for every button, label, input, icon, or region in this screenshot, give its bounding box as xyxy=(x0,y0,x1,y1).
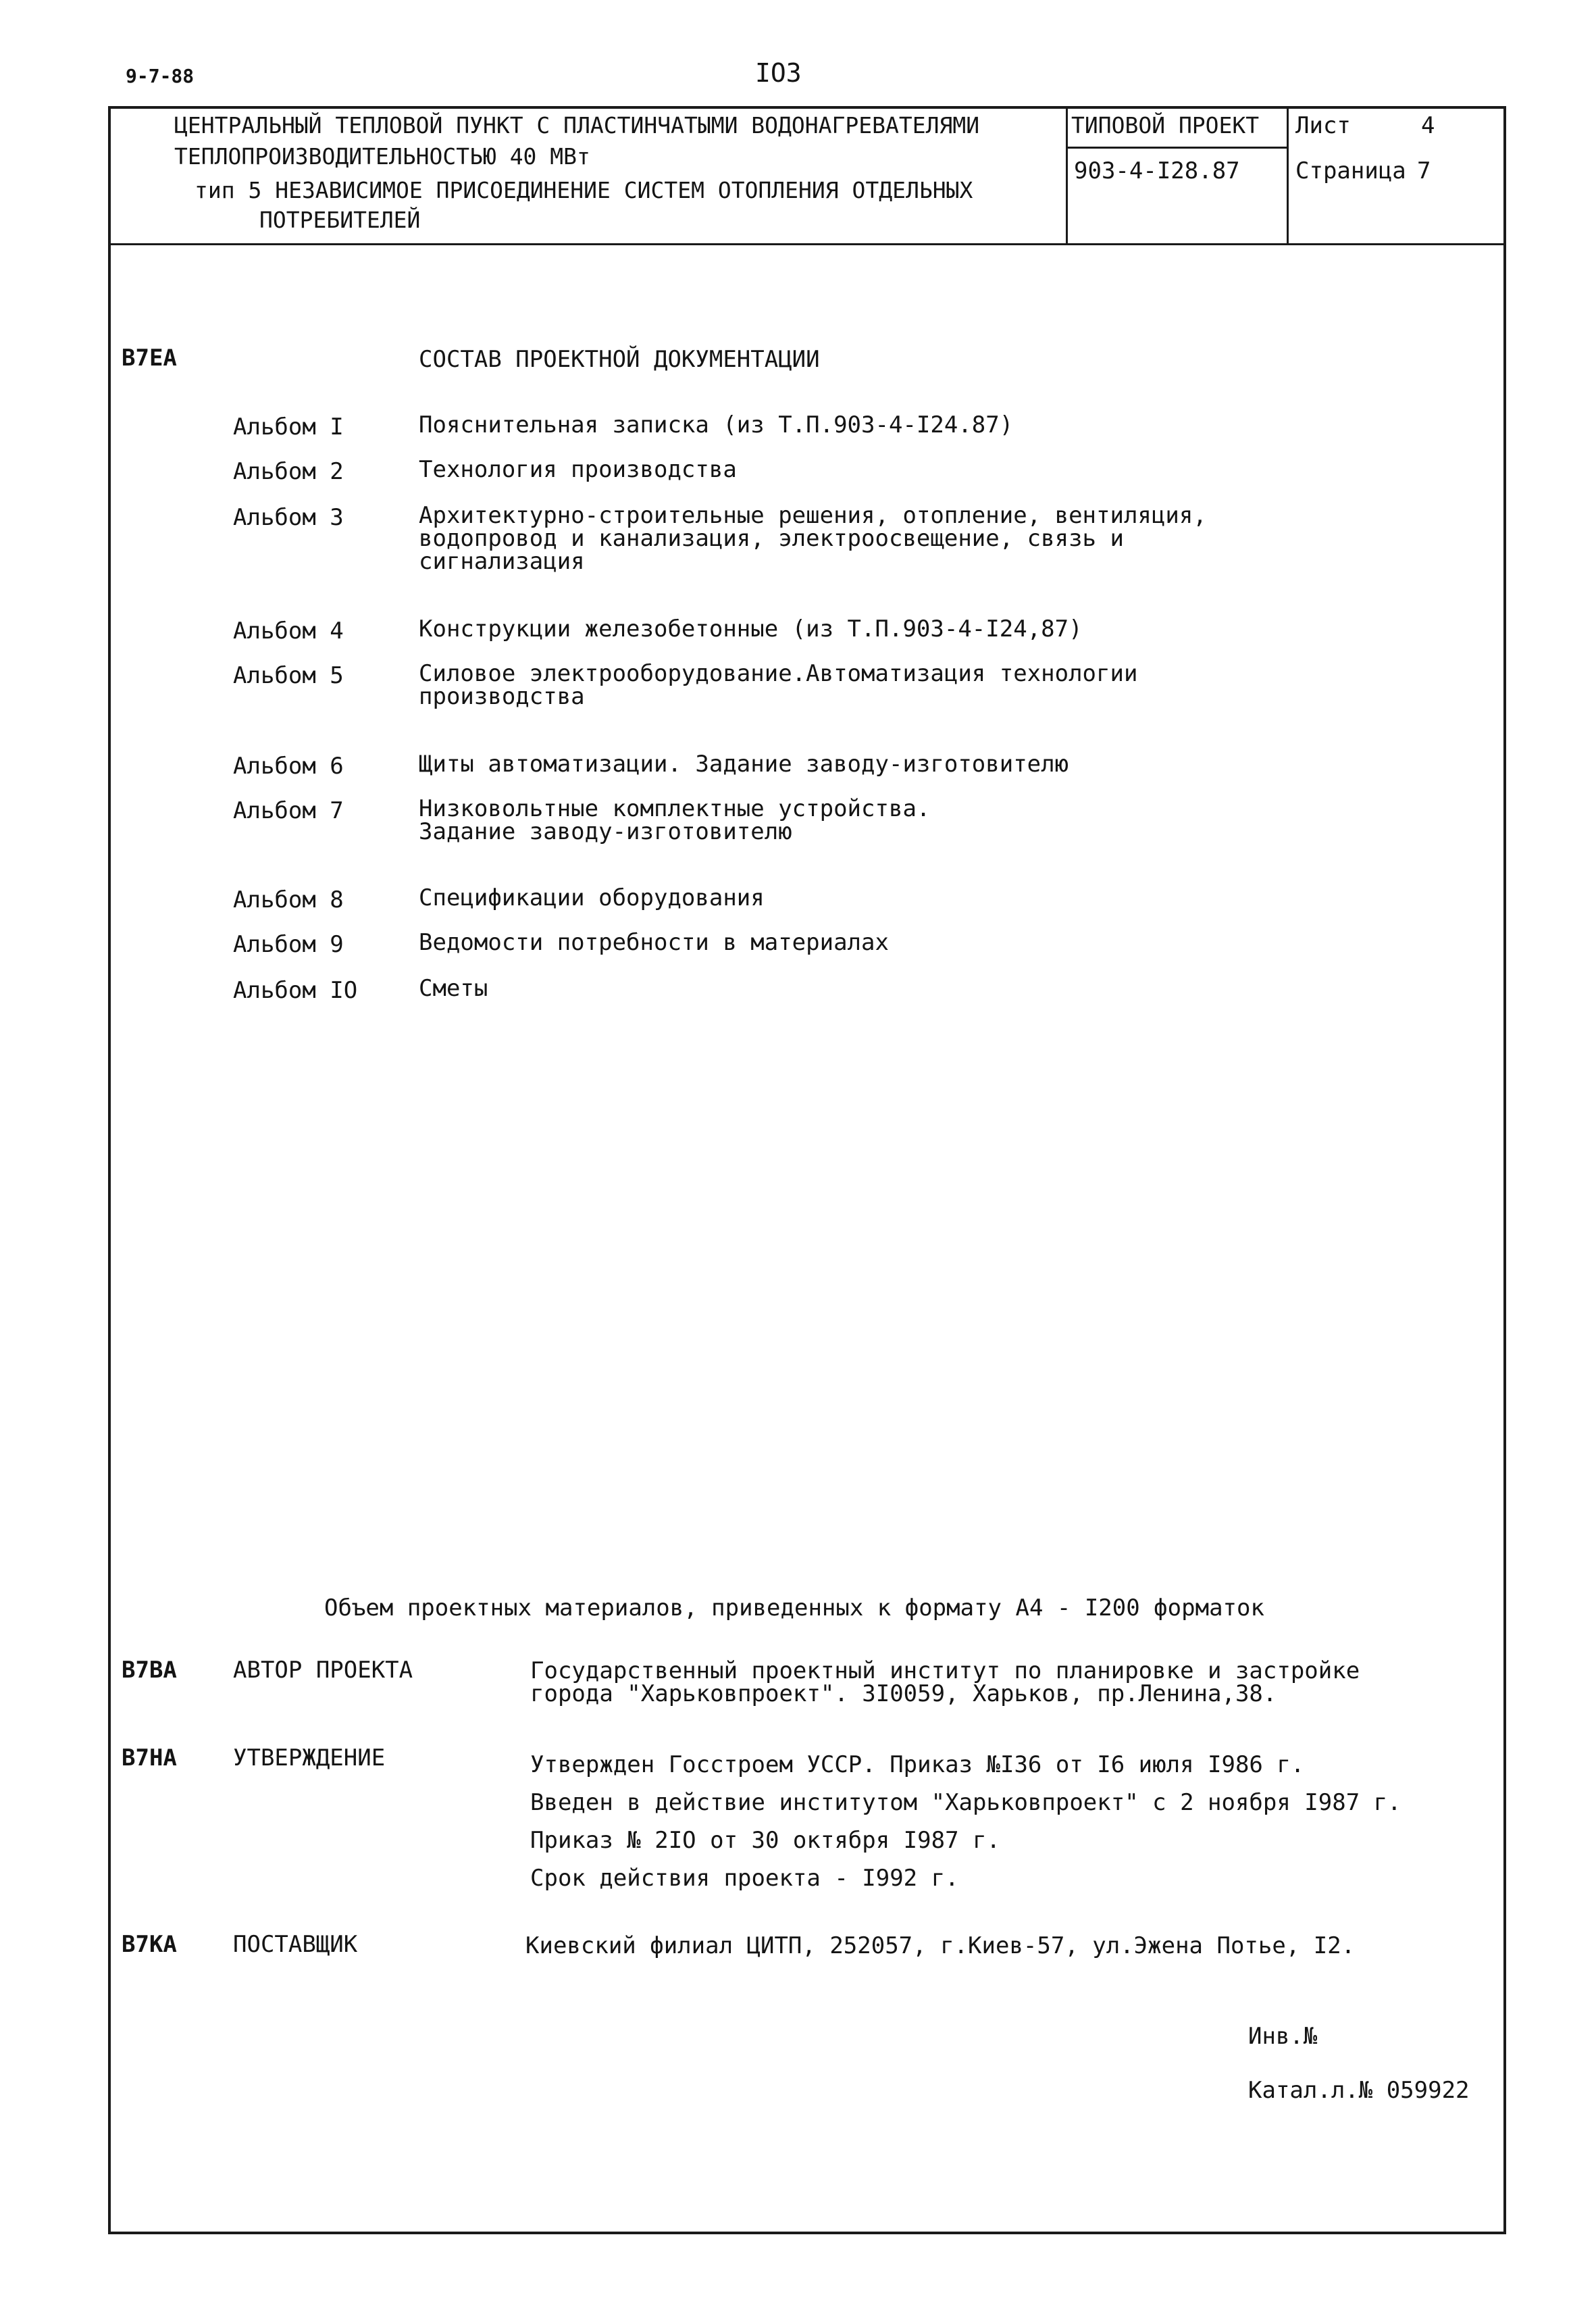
album-desc-6 xyxy=(419,753,1472,776)
page-label: Страница xyxy=(1295,157,1406,184)
album-label-9: Альбом 9 xyxy=(233,931,344,958)
album-desc-line: Силовое электрооборудование.Автоматизация технологии xyxy=(419,660,1138,687)
author-code: В7ВА xyxy=(122,1657,177,1684)
album-desc-line: Технология производства xyxy=(419,456,737,483)
project-number: 903-4-I28.87 xyxy=(1074,157,1240,184)
page-value: 7 xyxy=(1417,157,1431,184)
composition-code: В7ЕА xyxy=(122,345,177,372)
supplier-code: В7КА xyxy=(122,1931,177,1958)
album-label-8: Альбом 8 xyxy=(233,886,344,913)
album-label-4: Альбом 4 xyxy=(233,618,344,645)
album-label-5: Альбом 5 xyxy=(233,662,344,689)
inventory-label: Инв.№ xyxy=(1248,2023,1318,2050)
author-label: АВТОР ПРОЕКТА xyxy=(233,1657,413,1684)
header-divider-2 xyxy=(1287,106,1289,245)
author-text xyxy=(530,1659,1476,1705)
validity-text: Срок действия проекта - I992 г. xyxy=(530,1865,959,1892)
album-label-6: Альбом 6 xyxy=(233,753,344,780)
approval-code: В7НА xyxy=(122,1744,177,1771)
sheet-value: 4 xyxy=(1421,112,1435,139)
album-desc-2 xyxy=(419,458,1472,481)
title-line-2: ТЕПЛОПРОИЗВОДИТЕЛЬНОСТЬЮ 40 МВт xyxy=(174,143,590,170)
album-label-1: Альбом I xyxy=(233,413,344,441)
page-number: IO3 xyxy=(755,58,802,88)
album-desc-8 xyxy=(419,886,1472,909)
project-label: ТИПОВОЙ ПРОЕКТ xyxy=(1071,112,1260,139)
catalog-number: Катал.л.№ 059922 xyxy=(1248,2077,1470,2104)
album-desc-3 xyxy=(419,504,1472,573)
sheet-label: Лист xyxy=(1295,112,1351,139)
date-stamp: 9-7-88 xyxy=(126,65,195,87)
author-line: города "Харьковпроект". 3I0059, Харьков, пр.Ленина,38. xyxy=(530,1680,1277,1707)
album-desc-line: Ведомости потребности в материалах xyxy=(419,929,889,956)
album-desc-line: водопровод и канализация, электроосвещение, связь и xyxy=(419,525,1124,552)
supplier-label: ПОСТАВЩИК xyxy=(233,1931,358,1958)
approval-text xyxy=(530,1746,1476,1859)
title-line-4: ПОТРЕБИТЕЛЕЙ xyxy=(259,207,421,233)
album-desc-line: Щиты автоматизации. Задание заводу-изготовителю xyxy=(419,751,1069,778)
album-desc-7 xyxy=(419,797,1472,843)
album-label-3: Альбом 3 xyxy=(233,504,344,531)
project-label-divider xyxy=(1066,147,1287,149)
album-desc-line: Архитектурно-строительные решения, отопление, вентиляция, xyxy=(419,502,1207,529)
album-desc-line: Спецификации оборудования xyxy=(419,884,765,911)
album-desc-1 xyxy=(419,413,1472,436)
album-desc-line: Сметы xyxy=(419,975,488,1002)
album-desc-9 xyxy=(419,931,1472,954)
album-desc-line: производства xyxy=(419,683,585,710)
album-desc-line: Задание заводу-изготовителю xyxy=(419,818,792,845)
approval-label: УТВЕРЖДЕНИЕ xyxy=(233,1744,386,1771)
album-label-2: Альбом 2 xyxy=(233,458,344,485)
album-desc-line: Пояснительная записка (из Т.П.903-4-I24.87) xyxy=(419,411,1014,438)
album-label-7: Альбом 7 xyxy=(233,797,344,824)
volume-note: Объем проектных материалов, приведенных к формату А4 - I200 форматок xyxy=(324,1594,1264,1621)
approval-line: Введен в действие институтом "Харьковпроект" с 2 ноября I987 г. xyxy=(530,1789,1401,1816)
approval-line: Утвержден Госстроем УССР. Приказ №I36 от I6 июля I986 г. xyxy=(530,1751,1305,1778)
composition-title: СОСТАВ ПРОЕКТНОЙ ДОКУМЕНТАЦИИ xyxy=(419,346,820,373)
album-desc-line: Конструкции железобетонные (из Т.П.903-4-I24,87) xyxy=(419,615,1083,643)
supplier-text: Киевский филиал ЦИТП, 252057, г.Киев-57, ул.Эжена Потье, I2. xyxy=(525,1932,1356,1959)
album-desc-4 xyxy=(419,615,1472,643)
album-label-10: Альбом IO xyxy=(233,977,358,1004)
approval-line: Приказ № 2IO от 30 октября I987 г. xyxy=(530,1827,1000,1854)
header-divider-1 xyxy=(1066,106,1068,245)
album-desc-line: Низковольтные комплектные устройства. xyxy=(419,795,931,822)
album-desc-line: сигнализация xyxy=(419,548,585,575)
title-line-1: ЦЕНТРАЛЬНЫЙ ТЕПЛОВОЙ ПУНКТ С ПЛАСТИНЧАТЫМИ ВОДОНАГРЕВАТЕЛЯМИ xyxy=(174,112,980,139)
album-desc-10 xyxy=(419,977,1472,1000)
title-line-3: тип 5 НЕЗАВИСИМОЕ ПРИСОЕДИНЕНИЕ СИСТЕМ ОТОПЛЕНИЯ ОТДЕЛЬНЫХ xyxy=(195,177,973,203)
album-desc-5 xyxy=(419,662,1472,708)
author-line: Государственный проектный институт по планировке и застройке xyxy=(530,1657,1360,1684)
